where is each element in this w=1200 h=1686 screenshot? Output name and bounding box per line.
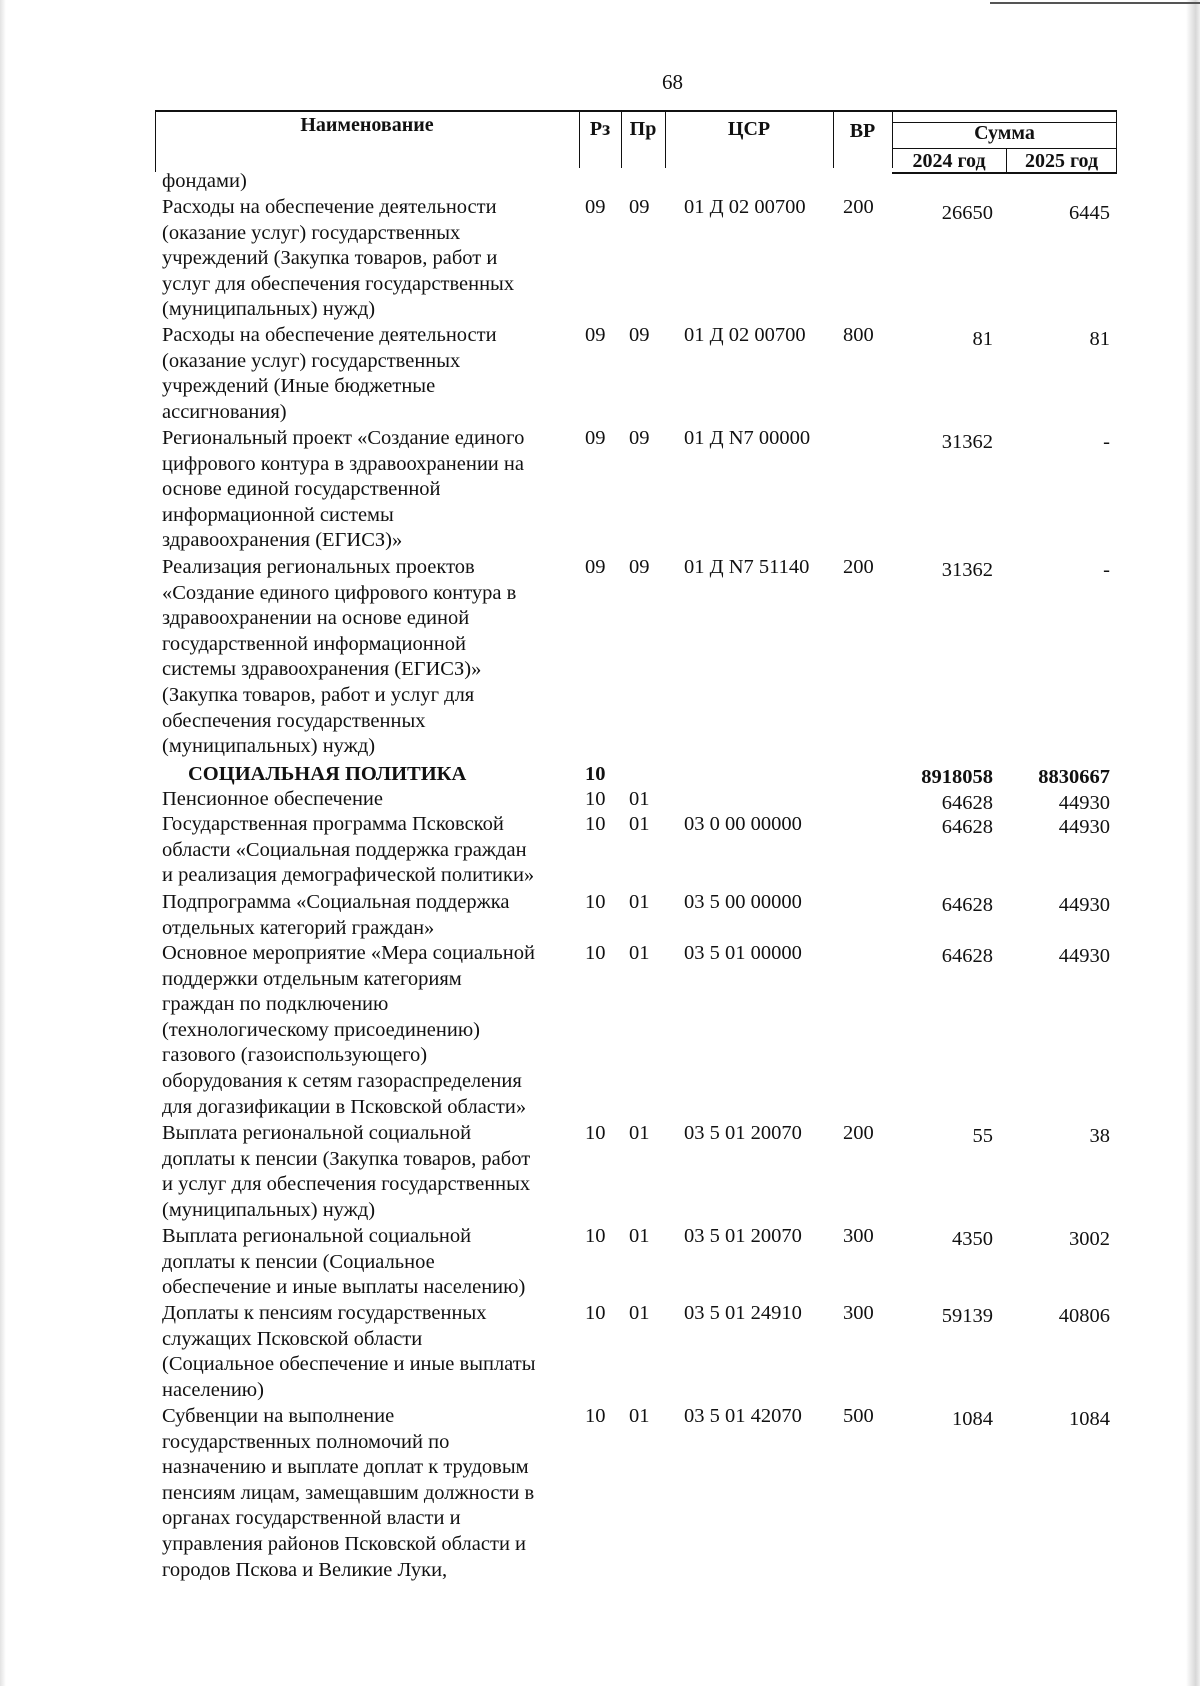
row-pr: 09 [629,324,650,346]
row-name: Основное мероприятие «Мера социальной поддержки отдельным категориям граждан по подключению (технологическому присоединению) газового (газоиспользующего) оборудования к сетям газораспределения для догазификации в Псковской области» [162,942,535,1118]
row-name: Субвенции на выполнение государственных полномочий по назначению и выплате доплат к трудовым пенсиям лицам, замещавшим должности в органах государственной власти и управления районов Псковской области и городов Пскова и Великие Луки, [162,1405,535,1581]
row-csr: 01 Д N7 00000 [684,427,811,449]
header-vr: ВР [849,120,876,142]
row-sum-2025: 40806 [1058,1305,1110,1327]
row-pr: 09 [629,196,650,218]
row-rz: 09 [585,427,606,449]
row-rz: 09 [585,196,606,218]
row-pr: 01 [629,1302,650,1324]
row-sum-2024: 64628 [941,816,993,838]
row-vr: 200 [843,556,874,578]
row-sum-2025: 8830667 [1038,766,1110,788]
row-csr: 01 Д 02 00700 [684,196,806,218]
row-sum-2025: 38 [1089,1125,1110,1147]
row-name: Расходы на обеспечение деятельности (оказание услуг) государственных учреждений (Иные бюджетные ассигнования) [162,324,497,423]
row-sum-2025: 6445 [1069,202,1110,224]
row-rz: 10 [585,813,606,835]
row-sum-2024: 59139 [941,1305,993,1327]
row-vr: 200 [843,1122,874,1144]
row-sum-2025: 1084 [1069,1408,1110,1430]
row-rz: 10 [585,1122,606,1144]
row-rz: 10 [585,891,606,913]
row-sum-2025: - [1103,559,1110,581]
row-name: Подпрограмма «Социальная поддержка отдельных категорий граждан» [162,891,510,939]
row-pr: 01 [629,1405,650,1427]
row-vr: 500 [843,1405,874,1427]
row-name: Выплата региональной социальной доплаты к пенсии (Закупка товаров, работ и услуг для обеспечения государственных (муниципальных) нужд) [162,1122,531,1221]
row-pr: 09 [629,427,650,449]
row-pr: 01 [629,942,650,964]
row-rz: 10 [585,1302,606,1324]
row-vr: 200 [843,196,874,218]
row-name: Выплата региональной социальной доплаты к пенсии (Социальное обеспечение и иные выплаты населению) [162,1225,526,1299]
row-csr: 03 5 01 42070 [684,1405,802,1427]
row-name: СОЦИАЛЬНАЯ ПОЛИТИКА [188,763,467,785]
row-sum-2024: 1084 [952,1408,993,1430]
row-name: Региональный проект «Создание единого цифрового контура в здравоохранении на основе единой государственной информационной системы здравоохранения (ЕГИСЗ)» [162,427,525,552]
row-rz: 10 [585,763,606,785]
row-vr: 800 [843,324,874,346]
row-name: Расходы на обеспечение деятельности (оказание услуг) государственных учреждений (Закупка товаров, работ и услуг для обеспечения государственных (муниципальных) нужд) [162,196,515,321]
header-year-2025: 2025 год [1024,150,1099,172]
row-csr: 01 Д N7 51140 [684,556,810,578]
row-name: Пенсионное обеспечение [162,788,383,810]
row-name: Государственная программа Псковской области «Социальная поддержка граждан и реализация демографической политики» [162,813,535,887]
row-name: Доплаты к пенсиям государственных служащих Псковской области (Социальное обеспечение и иные выплаты населению) [162,1302,536,1401]
row-rz: 09 [585,324,606,346]
row-sum-2024: 81 [972,328,993,350]
row-rz: 10 [585,942,606,964]
row-pr: 09 [629,556,650,578]
row-pr: 01 [629,1122,650,1144]
row-sum-2024: 8918058 [921,766,993,788]
row-name: Реализация региональных проектов «Создание единого цифрового контура в здравоохранении на основе единой государственной информационной системы здравоохранения (ЕГИСЗ)» (Закупка товаров, работ и услуг для обеспечения государственных (муниципальных) нужд) [162,556,517,758]
row-csr: 03 5 01 00000 [684,942,802,964]
row-sum-2024: 64628 [941,792,993,814]
header-year-2024: 2024 год [912,150,986,172]
row-sum-2024: 31362 [941,559,993,581]
row-sum-2024: 64628 [941,894,993,916]
row-sum-2024: 64628 [941,945,993,967]
row-sum-2024: 26650 [941,202,993,224]
row-sum-2025: - [1103,431,1110,453]
row-csr: 03 5 01 20070 [684,1225,802,1247]
scan-edge-left [0,0,6,1686]
header-rz: Рз [589,118,611,140]
row-sum-2025: 44930 [1058,894,1110,916]
row-csr: 03 5 01 24910 [684,1302,802,1324]
scan-top-line [990,2,1200,4]
header-sum: Сумма [974,122,1035,144]
row-vr: 300 [843,1225,874,1247]
row-pr: 01 [629,891,650,913]
row-vr: 300 [843,1302,874,1324]
row-sum-2024: 4350 [952,1228,993,1250]
header-csr: ЦСР [727,118,771,140]
row-rz: 10 [585,788,606,810]
row-rz: 10 [585,1225,606,1247]
row-pr: 01 [629,813,650,835]
row-sum-2024: 31362 [941,431,993,453]
row-csr: 03 5 00 00000 [684,891,802,913]
row-csr: 01 Д 02 00700 [684,324,806,346]
row-csr: 03 0 00 00000 [684,813,802,835]
header-pr: Пр [629,118,657,140]
row-sum-2025: 44930 [1058,945,1110,967]
row-rz: 09 [585,556,606,578]
row-sum-2025: 81 [1089,328,1110,350]
scan-edge-right [1186,0,1200,1686]
row-sum-2025: 44930 [1058,792,1110,814]
row-sum-2025: 3002 [1069,1228,1110,1250]
row-pr: 01 [629,1225,650,1247]
row-pr: 01 [629,788,650,810]
header-name: Наименование [300,114,434,136]
row-sum-2024: 55 [972,1125,993,1147]
row-csr: 03 5 01 20070 [684,1122,802,1144]
row-sum-2025: 44930 [1058,816,1110,838]
page-number: 68 [662,70,683,94]
row-rz: 10 [585,1405,606,1427]
row-name: фондами) [162,170,247,192]
